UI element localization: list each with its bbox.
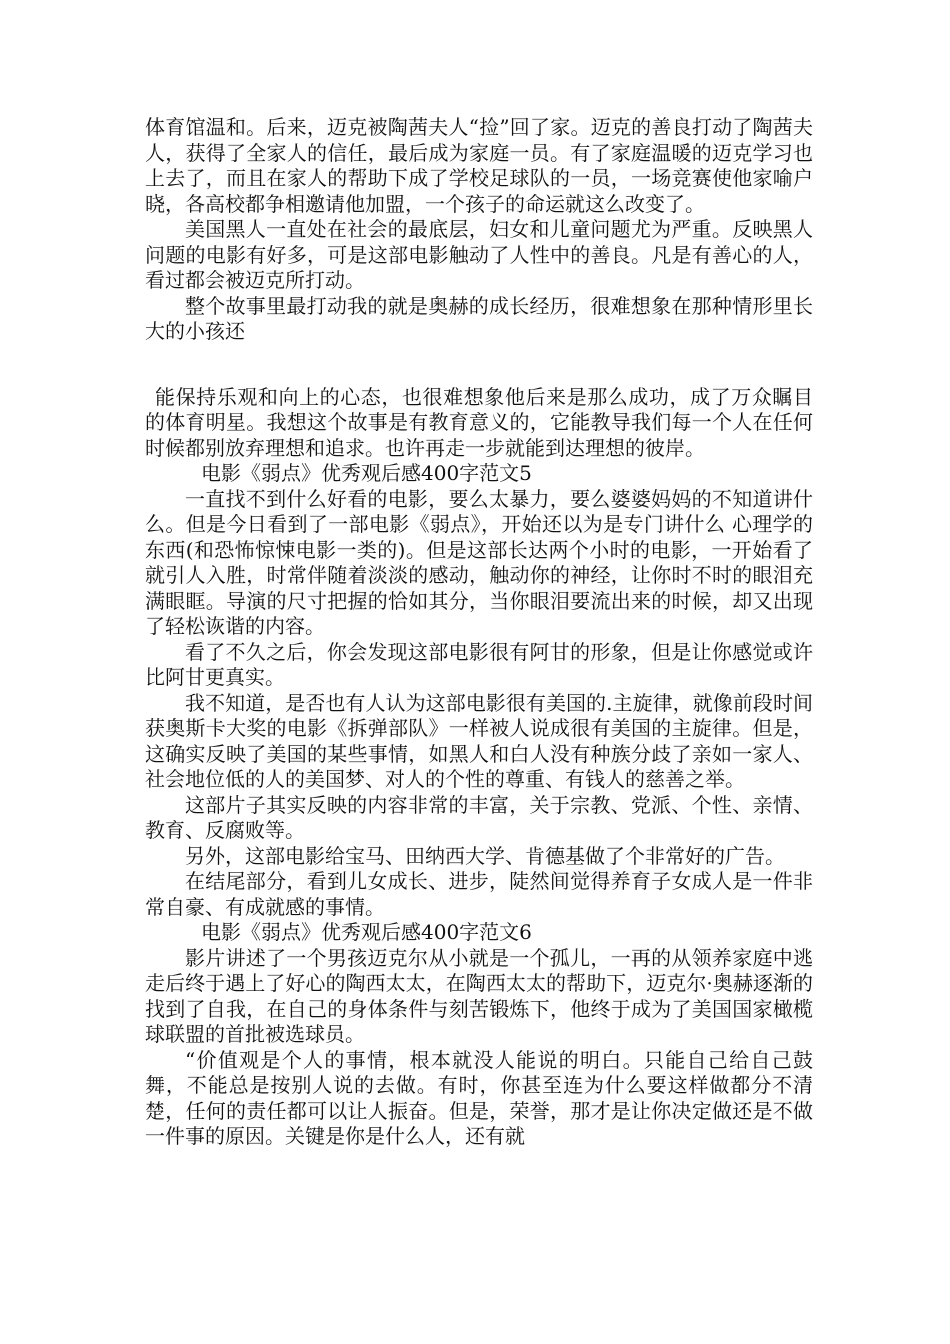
paragraph-14: “价值观是个人的事情，根本就没人能说的明白。只能自己给自己鼓舞，不能总是按别人说的去做。有时，你甚至连为什么要这样做都分不清楚，任何的责任都可以让人振奋。但是，荣誉，那才是让你决定做还是不做一件事的原因。关键是你是什么人，还有就: [145, 1047, 813, 1148]
paragraph-3: 整个故事里最打动我的就是奥赫的成长经历，很难想象在那种情形里长大的小孩还: [145, 293, 813, 343]
paragraph-1: 体育馆温和。后来，迈克被陶茜夫人“捡”回了家。迈克的善良打动了陶茜夫人，获得了全家人的信任，最后成为家庭一员。有了家庭温暖的迈克学习也上去了，而且在家人的帮助下成了学校足球队的一员，一场竞赛使他家喻户晓，各高校都争相邀请他加盟，一个孩子的命运就这么改变了。: [145, 115, 813, 216]
paragraph-13: 影片讲述了一个男孩迈克尔从小就是一个孤儿，一再的从领养家庭中逃走后终于遇上了好心的陶西太太，在陶西太太的帮助下，迈克尔·奥赫逐渐的找到了自我，在自己的身体条件与刻苦锻炼下，他终于成为了美国国家橄榄球联盟的首批被选球员。: [145, 945, 813, 1046]
paragraph-8: 我不知道，是否也有人认为这部电影很有美国的.主旋律，就像前段时间获奥斯卡大奖的电影《拆弹部队》一样被人说成很有美国的主旋律。但是，这确实反映了美国的某些事情，如黑人和白人没有种族分歧了亲如一家人、社会地位低的人的美国梦、对人的个性的尊重、有钱人的慈善之举。: [145, 690, 813, 791]
paragraph-7: 看了不久之后，你会发现这部电影很有阿甘的形象，但是让你感觉或许比阿甘更真实。: [145, 639, 813, 689]
paragraph-10: 另外，这部电影给宝马、田纳西大学、肯德基做了个非常好的广告。: [185, 843, 785, 868]
paragraph-9: 这部片子其实反映的内容非常的丰富，关于宗教、党派、个性、亲情、教育、反腐败等。: [145, 792, 813, 842]
section-heading-5: 电影《弱点》优秀观后感400字范文5: [201, 461, 532, 485]
section-heading-6: 电影《弱点》优秀观后感400字范文6: [201, 920, 532, 944]
document-page: [145, 115, 813, 1150]
paragraph-6: 一直找不到什么好看的电影，要么太暴力，要么婆婆妈妈的不知道讲什么。但是今日看到了一部电影《弱点》，开始还以为是专门讲什么 心理学的东西(和恐怖惊悚电影一类的)。但是这部长达两个小时的电影，一开始看了就引人入胜，时常伴随着淡淡的感动，触动你的神经，让你时不时的眼泪充满眼眶。导演的尺寸把握的恰如其分，当你眼泪要流出来的时候，却又出现了轻松诙谐的内容。: [145, 486, 813, 638]
paragraph-4: 能保持乐观和向上的心态，也很难想象他后来是那么成功，成了万众瞩目的体育明星。我想这个故事是有教育意义的，它能教导我们每一个人在任何时候都别放弃理想和追求。也许再走一步就能到达理想的彼岸。: [145, 384, 813, 460]
paragraph-2: 美国黑人一直处在社会的最底层，妇女和儿童问题尤为严重。反映黑人问题的电影有好多，可是这部电影触动了人性中的善良。凡是有善心的人，看过都会被迈克所打动。: [145, 217, 813, 292]
paragraph-11: 在结尾部分，看到儿女成长、进步，陡然间觉得养育子女成人是一件非常自豪、有成就感的事情。: [145, 869, 813, 919]
